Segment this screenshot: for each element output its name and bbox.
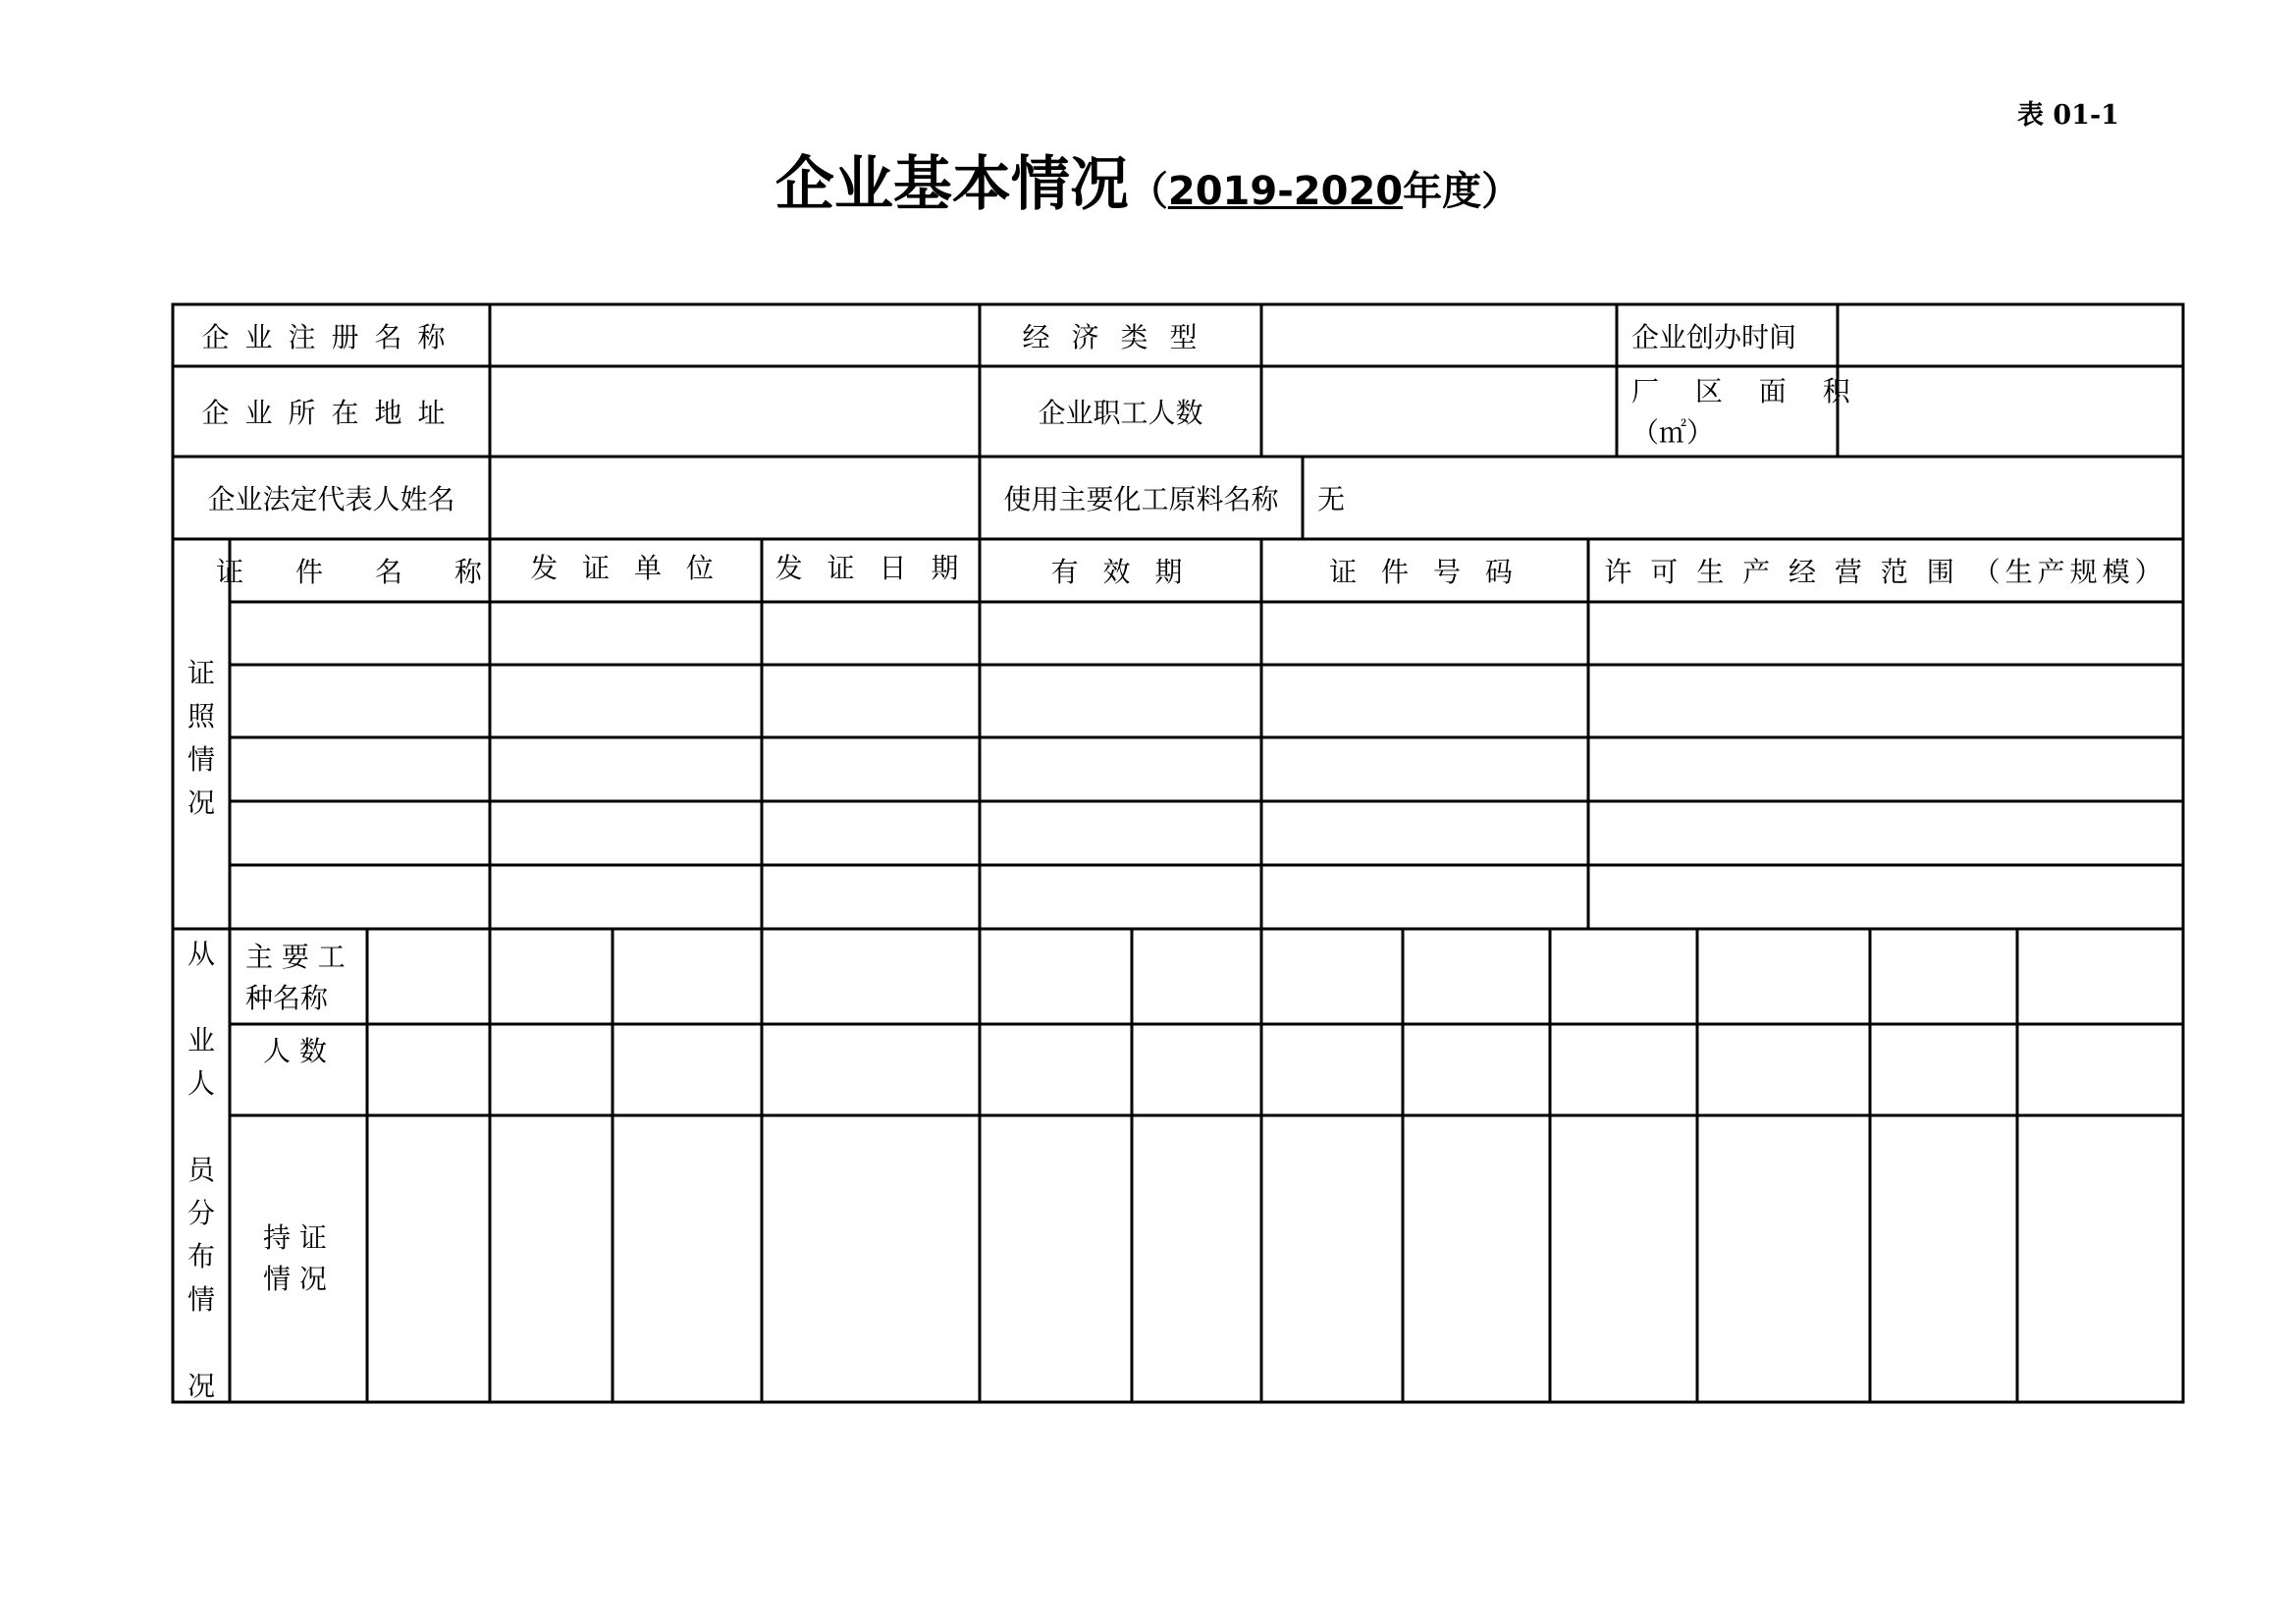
header-issuer: 发 证 单 位 bbox=[530, 552, 721, 584]
staff-side-char: 人 bbox=[187, 1067, 215, 1100]
address-label: 企业所在地址 bbox=[201, 397, 461, 429]
chem-material-label: 使用主要化工原料名称 bbox=[1003, 483, 1279, 515]
staff-side-char: 业 bbox=[187, 1024, 215, 1056]
cert-side-char: 证 bbox=[187, 657, 215, 689]
headcount-label: 人 数 bbox=[263, 1035, 327, 1067]
cert-side-label bbox=[182, 652, 221, 825]
title-open-paren: （ bbox=[1128, 169, 1168, 214]
area-label bbox=[1631, 371, 1864, 454]
main-trade-line1: 主 要 工 bbox=[245, 941, 346, 973]
legal-rep-label: 企业法定代表人姓名 bbox=[207, 483, 455, 515]
area-label-line2: （㎡） bbox=[1631, 416, 1715, 449]
staff-side-char: 况 bbox=[187, 1370, 215, 1402]
staff-side-char: 员 bbox=[187, 1154, 215, 1186]
header-issue-date: 发 证 日 期 bbox=[774, 552, 967, 584]
cert-holding-label bbox=[263, 1218, 327, 1300]
header-license-scope: 许 可 生 产 经 营 范 围 （生产规模） bbox=[1604, 556, 2167, 588]
title-year: 2019-2020 bbox=[1167, 169, 1404, 214]
staff-side-char: 布 bbox=[187, 1240, 215, 1272]
staff-side-label bbox=[182, 933, 221, 1408]
staff-side-char: 分 bbox=[187, 1197, 215, 1229]
found-time-label: 企业创办时间 bbox=[1631, 320, 1797, 353]
area-label-line1: 厂 区 面 积 bbox=[1631, 375, 1864, 407]
cert-holding-line2: 情 况 bbox=[263, 1263, 327, 1295]
title-main: 企业基本情况 bbox=[774, 150, 1129, 219]
header-cert-number: 证 件 号 码 bbox=[1329, 556, 1521, 588]
title-year-suffix: 年度） bbox=[1403, 169, 1522, 214]
econ-type-label: 经济类型 bbox=[1022, 320, 1219, 353]
staff-side-char: 从 bbox=[187, 938, 215, 970]
cert-side-char: 照 bbox=[187, 700, 215, 732]
header-validity: 有 效 期 bbox=[1050, 556, 1191, 588]
main-trade-label bbox=[245, 937, 346, 1019]
cert-side-char: 情 bbox=[187, 743, 215, 776]
header-cert-name: 证 件 名 称 bbox=[216, 556, 504, 588]
table-number: 表 01-1 bbox=[2017, 100, 2119, 131]
reg-name-label: 企业注册名称 bbox=[201, 320, 461, 353]
staff-side-char: 情 bbox=[187, 1283, 215, 1316]
main-trade-line2: 种名称 bbox=[245, 982, 329, 1014]
staff-count-label: 企业职工人数 bbox=[1038, 397, 1203, 429]
chem-material-value: 无 bbox=[1317, 483, 1346, 515]
cert-side-char: 况 bbox=[187, 786, 215, 819]
cert-holding-line1: 持 证 bbox=[263, 1221, 327, 1254]
